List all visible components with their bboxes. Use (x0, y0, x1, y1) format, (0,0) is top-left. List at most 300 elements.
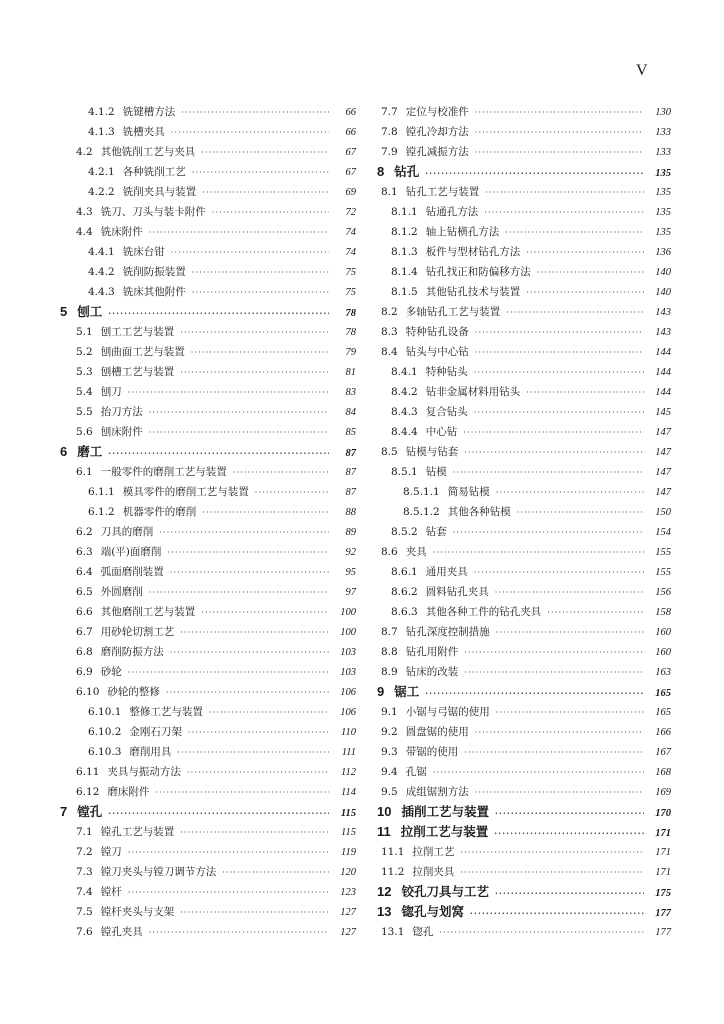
toc-entry (60, 482, 356, 502)
toc-entry-number: 6.10.1 (88, 706, 122, 718)
toc-entry-title: 铰孔刀具与工艺 (401, 884, 489, 899)
toc-entry-page: 175 (655, 888, 671, 899)
dot-leader (517, 503, 644, 523)
toc-entry (377, 242, 671, 262)
dot-leader (463, 423, 644, 443)
toc-entry-number: 6.10.2 (88, 726, 122, 738)
dot-leader (159, 523, 329, 543)
toc-entry-number: 12 (377, 884, 392, 899)
page-number: V (636, 62, 648, 79)
toc-entry (60, 822, 356, 842)
toc-entry-number: 6.1 (76, 466, 93, 478)
toc-entry-title: 钻头与中心钻 (405, 346, 469, 358)
toc-left-column (60, 102, 356, 942)
toc-entry-title: 钻孔深度控制措施 (405, 626, 490, 638)
toc-entry (60, 342, 356, 362)
toc-entry (377, 502, 671, 522)
toc-entry-number: 6.3 (76, 546, 93, 558)
toc-entry-title: 用砂轮切割工艺 (100, 626, 175, 638)
dot-leader (149, 403, 329, 423)
toc-entry (60, 542, 356, 562)
toc-entry (377, 642, 671, 662)
toc-entry-page: 97 (345, 587, 356, 598)
toc-entry-number: 5.3 (76, 366, 93, 378)
dot-leader (526, 383, 644, 403)
toc-entry (377, 342, 671, 362)
toc-entry-page: 78 (345, 327, 356, 338)
dot-leader (485, 183, 644, 203)
toc-entry-number: 8.3 (381, 326, 398, 338)
toc-entry (60, 262, 356, 282)
toc-entry (377, 842, 671, 862)
toc-entry-page: 127 (340, 927, 356, 938)
toc-entry-number: 11.1 (381, 846, 405, 858)
dot-leader (470, 903, 644, 923)
toc-entry (377, 262, 671, 282)
toc-entry-title: 镗孔夹具 (100, 926, 143, 938)
toc-entry (60, 742, 356, 762)
toc-entry-number: 6.1.2 (88, 506, 115, 518)
dot-leader (495, 803, 644, 823)
toc-entry (60, 642, 356, 662)
toc-entry (377, 462, 671, 482)
toc-entry-title: 钻套 (425, 526, 447, 538)
toc-entry (377, 602, 671, 622)
toc-entry-title: 铣削夹具与装置 (122, 186, 197, 198)
toc-entry-number: 8.4.1 (391, 366, 418, 378)
toc-entry-title: 中心钻 (425, 426, 458, 438)
dot-leader (191, 343, 329, 363)
dot-leader (128, 663, 329, 683)
toc-entry (377, 702, 671, 722)
toc-entry-number: 13 (377, 904, 392, 919)
toc-entry-page: 167 (655, 747, 671, 758)
toc-entry-page: 130 (655, 107, 671, 118)
toc-entry-title: 带锯的使用 (405, 746, 459, 758)
toc-entry-page: 147 (655, 427, 671, 438)
dot-leader (526, 243, 644, 263)
toc-entry-number: 5.5 (76, 406, 93, 418)
toc-entry-number: 6.8 (76, 646, 93, 658)
toc-entry-page: 169 (655, 787, 671, 798)
toc-entry-title: 其他磨削工艺与装置 (100, 606, 196, 618)
toc-entry-title: 磨工 (77, 444, 103, 459)
toc-entry-number: 7.9 (381, 146, 398, 158)
toc-entry-number: 5.1 (76, 326, 93, 338)
toc-entry (60, 522, 356, 542)
dot-leader (460, 863, 644, 883)
toc-entry-title: 磨削用具 (129, 746, 172, 758)
toc-entry-page: 115 (340, 808, 356, 819)
toc-entry-title: 铣刀、刀头与装卡附件 (100, 206, 206, 218)
toc-entry (60, 182, 356, 202)
toc-entry-title: 镗孔减振方法 (405, 146, 469, 158)
toc-entry (60, 842, 356, 862)
dot-leader (453, 523, 644, 543)
dot-leader (180, 903, 329, 923)
dot-leader (181, 103, 329, 123)
toc-entry-page: 177 (655, 927, 671, 938)
dot-leader (474, 563, 644, 583)
toc-entry-title: 定位与校准件 (405, 106, 469, 118)
toc-entry-number: 9.2 (381, 726, 398, 738)
toc-entry-number: 4.4 (76, 226, 93, 238)
toc-entry-number: 6.4 (76, 566, 93, 578)
toc-entry-number: 10 (377, 804, 392, 819)
toc-entry (377, 762, 671, 782)
dot-leader (108, 803, 329, 823)
toc-right-column (377, 102, 671, 942)
toc-entry-title: 砂轮的整修 (107, 686, 160, 698)
toc-entry (60, 782, 356, 802)
toc-entry-page: 66 (345, 107, 356, 118)
toc-entry-title: 刨槽工艺与装置 (100, 366, 175, 378)
toc-entry-title: 夹具与振动方法 (107, 766, 181, 778)
toc-entry-number: 8.6.1 (391, 566, 418, 578)
toc-entry-title: 抬刀方法 (100, 406, 143, 418)
toc-entry-page: 135 (655, 227, 671, 238)
toc-entry-page: 111 (341, 747, 356, 758)
toc-entry-title: 铣键槽方法 (122, 106, 176, 118)
toc-entry-title: 钻孔用附件 (405, 646, 459, 658)
toc-entry-page: 166 (655, 727, 671, 738)
toc-entry-number: 8.1.4 (391, 266, 418, 278)
toc-entry-page: 133 (655, 147, 671, 158)
dot-leader (108, 443, 329, 463)
toc-entry-title: 刨刀 (100, 386, 122, 398)
toc-entry-page: 123 (340, 887, 356, 898)
toc-entry-number: 6.6 (76, 606, 93, 618)
dot-leader (180, 623, 329, 643)
toc-entry-page: 177 (655, 908, 671, 919)
toc-entry-title: 铣床台钳 (122, 246, 165, 258)
toc-entry-number: 6.1.1 (88, 486, 115, 498)
toc-entry-page: 140 (655, 267, 671, 278)
toc-entry-page: 168 (655, 767, 671, 778)
toc-entry-page: 144 (655, 387, 671, 398)
toc-entry-number: 8.4.2 (391, 386, 418, 398)
toc-entry (60, 162, 356, 182)
toc-entry-page: 147 (655, 447, 671, 458)
toc-entry (377, 622, 671, 642)
dot-leader (433, 763, 644, 783)
toc-entry-title: 钻通孔方法 (425, 206, 479, 218)
toc-entry (60, 122, 356, 142)
toc-entry-page: 83 (345, 387, 356, 398)
toc-entry-page: 84 (345, 407, 356, 418)
dot-leader (171, 243, 329, 263)
toc-entry-number: 7.5 (76, 906, 93, 918)
toc-entry-title: 钻模与钻套 (405, 446, 459, 458)
toc-entry-number: 7.1 (76, 826, 93, 838)
toc-entry-number: 8.5.1.2 (403, 506, 440, 518)
toc-entry (60, 702, 356, 722)
dot-leader (464, 643, 644, 663)
dot-leader (128, 383, 329, 403)
toc-chapter-entry (377, 882, 671, 902)
dot-leader (453, 463, 644, 483)
dot-leader (233, 463, 329, 483)
toc-entry (60, 882, 356, 902)
dot-leader (177, 743, 329, 763)
toc-entry-page: 150 (655, 507, 671, 518)
toc-entry-title: 钻孔工艺与装置 (405, 186, 480, 198)
toc-entry-title: 锪孔 (412, 926, 434, 938)
toc-entry-number: 8.9 (381, 666, 398, 678)
toc-entry (377, 402, 671, 422)
dot-leader (155, 783, 329, 803)
dot-leader (464, 663, 644, 683)
toc-entry-page: 135 (655, 168, 671, 179)
toc-entry-page: 114 (341, 787, 356, 798)
toc-entry-page: 110 (341, 727, 356, 738)
dot-leader (222, 863, 329, 883)
toc-entry-title: 钻模 (425, 466, 447, 478)
dot-leader (547, 603, 644, 623)
toc-entry-page: 154 (655, 527, 671, 538)
toc-entry (377, 382, 671, 402)
toc-entry-page: 145 (655, 407, 671, 418)
toc-chapter-entry (377, 822, 671, 842)
toc-entry (60, 362, 356, 382)
dot-leader (171, 123, 329, 143)
toc-entry-page: 85 (345, 427, 356, 438)
toc-entry-title: 镗杆夹头与支架 (100, 906, 175, 918)
toc-entry-page: 87 (345, 487, 356, 498)
toc-entry (60, 242, 356, 262)
toc-entry-number: 6.2 (76, 526, 93, 538)
dot-leader (496, 483, 644, 503)
toc-entry-number: 6.12 (76, 786, 100, 798)
dot-leader (464, 443, 644, 463)
toc-entry-page: 103 (340, 667, 356, 678)
toc-entry-page: 92 (345, 547, 356, 558)
dot-leader (474, 363, 644, 383)
toc-entry (60, 682, 356, 702)
toc-entry-number: 8.4 (381, 346, 398, 358)
toc-entry-title: 钻孔 (394, 164, 420, 179)
toc-entry-title: 圆盘锯的使用 (405, 726, 469, 738)
toc-entry (60, 402, 356, 422)
toc-entry (60, 662, 356, 682)
dot-leader (475, 783, 644, 803)
toc-entry-page: 119 (341, 847, 356, 858)
toc-entry-number: 4.2.1 (88, 166, 115, 178)
toc-entry-number: 6.10.3 (88, 746, 122, 758)
toc-entry-page: 79 (345, 347, 356, 358)
toc-entry-page: 81 (345, 367, 356, 378)
toc-entry-title: 磨床附件 (107, 786, 150, 798)
toc-entry-title: 刨曲面工艺与装置 (100, 346, 185, 358)
dot-leader (170, 643, 329, 663)
toc-entry (60, 602, 356, 622)
toc-entry-title: 模具零件的磨削工艺与装置 (122, 486, 249, 498)
toc-entry-title: 铣槽夹具 (122, 126, 165, 138)
toc-entry-number: 8.1.3 (391, 246, 418, 258)
toc-chapter-entry (377, 162, 671, 182)
toc-entry-title: 锯工 (394, 684, 420, 699)
toc-entry-page: 155 (655, 547, 671, 558)
toc-entry-page: 75 (345, 267, 356, 278)
toc-entry-title: 其他铣削工艺与夹具 (100, 146, 196, 158)
dot-leader (474, 403, 644, 423)
dot-leader (494, 823, 644, 843)
toc-entry (377, 422, 671, 442)
toc-entry-title: 刨床附件 (100, 426, 143, 438)
toc-entry-title: 成组锯割方法 (405, 786, 469, 798)
toc-entry-page: 144 (655, 367, 671, 378)
toc-entry (377, 922, 671, 942)
toc-entry-page: 135 (655, 187, 671, 198)
dot-leader (149, 423, 329, 443)
toc-entry-title: 镗刀夹头与镗刀调节方法 (100, 866, 217, 878)
toc-entry (60, 102, 356, 122)
dot-leader (484, 203, 644, 223)
toc-entry-title: 镗杆 (100, 886, 122, 898)
toc-entry-title: 外圆磨削 (100, 586, 143, 598)
toc-entry-title: 通用夹具 (425, 566, 468, 578)
toc-entry-title: 孔锯 (405, 766, 427, 778)
toc-chapter-entry (377, 682, 671, 702)
toc-entry-title: 板件与型材钻孔方法 (425, 246, 521, 258)
toc-entry-page: 74 (345, 247, 356, 258)
toc-entry (60, 562, 356, 582)
toc-entry-page: 67 (345, 147, 356, 158)
toc-entry-number: 8.5.2 (391, 526, 418, 538)
toc-entry-title: 刀具的磨削 (100, 526, 154, 538)
toc-entry-number: 6.11 (76, 766, 100, 778)
toc-entry (377, 142, 671, 162)
toc-entry-number: 8.1 (381, 186, 398, 198)
toc-entry-page: 163 (655, 667, 671, 678)
toc-entry (377, 662, 671, 682)
toc-entry-number: 5.6 (76, 426, 93, 438)
toc-entry-number: 6 (60, 444, 68, 459)
dot-leader (506, 303, 644, 323)
dot-leader (170, 563, 329, 583)
toc-entry-title: 特种钻孔设备 (405, 326, 469, 338)
toc-entry-title: 拉削夹具 (412, 866, 455, 878)
toc-entry (377, 542, 671, 562)
dot-leader (180, 323, 329, 343)
toc-entry-number: 8.8 (381, 646, 398, 658)
toc-entry-number: 4.4.1 (88, 246, 115, 258)
dot-leader (202, 503, 329, 523)
toc-entry-page: 160 (655, 647, 671, 658)
toc-entry-page: 106 (340, 707, 356, 718)
toc-entry-number: 8.6.2 (391, 586, 418, 598)
toc-entry-number: 6.9 (76, 666, 93, 678)
toc-entry-page: 147 (655, 467, 671, 478)
toc-entry (377, 302, 671, 322)
dot-leader (201, 603, 329, 623)
dot-leader (496, 703, 644, 723)
toc-entry-page: 143 (655, 327, 671, 338)
dot-leader (460, 843, 644, 863)
toc-entry-number: 6.5 (76, 586, 93, 598)
toc-chapter-entry (60, 302, 356, 322)
toc-entry-page: 160 (655, 627, 671, 638)
toc-entry (60, 582, 356, 602)
toc-entry-page: 115 (341, 827, 356, 838)
toc-entry-page: 67 (345, 167, 356, 178)
dot-leader (192, 263, 329, 283)
toc-entry-title: 插削工艺与装置 (401, 804, 489, 819)
dot-leader (201, 143, 329, 163)
toc-entry-number: 7.7 (381, 106, 398, 118)
toc-entry-number: 7.2 (76, 846, 93, 858)
toc-entry (60, 722, 356, 742)
toc-entry-page: 106 (340, 687, 356, 698)
toc-entry-title: 镗孔工艺与装置 (100, 826, 175, 838)
toc-entry (60, 462, 356, 482)
toc-entry-page: 165 (655, 688, 671, 699)
toc-entry (377, 222, 671, 242)
toc-entry-number: 8.5 (381, 446, 398, 458)
toc-entry-title: 锪孔与划窝 (401, 904, 464, 919)
toc-entry-number: 4.4.2 (88, 266, 115, 278)
toc-entry-number: 5.2 (76, 346, 93, 358)
toc-entry-title: 镗刀 (100, 846, 122, 858)
toc-entry (377, 182, 671, 202)
toc-entry (60, 142, 356, 162)
toc-entry-page: 112 (341, 767, 356, 778)
toc-entry-title: 一般零件的磨削工艺与装置 (100, 466, 227, 478)
dot-leader (212, 203, 329, 223)
toc-entry-number: 4.4.3 (88, 286, 115, 298)
toc-entry-page: 87 (345, 448, 356, 459)
toc-entry-title: 铣床附件 (100, 226, 143, 238)
toc-entry-page: 75 (345, 287, 356, 298)
toc-entry-page: 100 (340, 627, 356, 638)
toc-entry-page: 100 (340, 607, 356, 618)
dot-leader (475, 123, 644, 143)
toc-entry-number: 11 (377, 824, 391, 839)
toc-entry-number: 9.3 (381, 746, 398, 758)
dot-leader (495, 883, 644, 903)
toc-entry-page: 143 (655, 307, 671, 318)
dot-leader (255, 483, 329, 503)
toc-entry-number: 8.5.1 (391, 466, 418, 478)
toc-entry (377, 202, 671, 222)
dot-leader (202, 183, 329, 203)
toc-entry (60, 502, 356, 522)
toc-entry-number: 9.5 (381, 786, 398, 798)
toc-entry (60, 222, 356, 242)
toc-entry (377, 722, 671, 742)
toc-entry-title: 钻孔找正和防偏移方法 (425, 266, 531, 278)
toc-entry-page: 103 (340, 647, 356, 658)
toc-entry-title: 铣削防振装置 (122, 266, 186, 278)
toc-entry-number: 11.2 (381, 866, 405, 878)
toc-entry-page: 74 (345, 227, 356, 238)
toc-entry-number: 6.10 (76, 686, 100, 698)
toc-entry-number: 7.3 (76, 866, 93, 878)
toc-entry-title: 夹具 (405, 546, 427, 558)
toc-entry-number: 7.4 (76, 886, 93, 898)
toc-entry-page: 135 (655, 207, 671, 218)
toc-entry (60, 622, 356, 642)
dot-leader (166, 683, 329, 703)
toc-chapter-entry (60, 802, 356, 822)
dot-leader (475, 323, 644, 343)
toc-entry-page: 133 (655, 127, 671, 138)
toc-entry-title: 机器零件的磨削 (122, 506, 197, 518)
toc-entry (60, 762, 356, 782)
toc-entry-title: 砂轮 (100, 666, 122, 678)
dot-leader (464, 743, 644, 763)
toc-entry-page: 66 (345, 127, 356, 138)
